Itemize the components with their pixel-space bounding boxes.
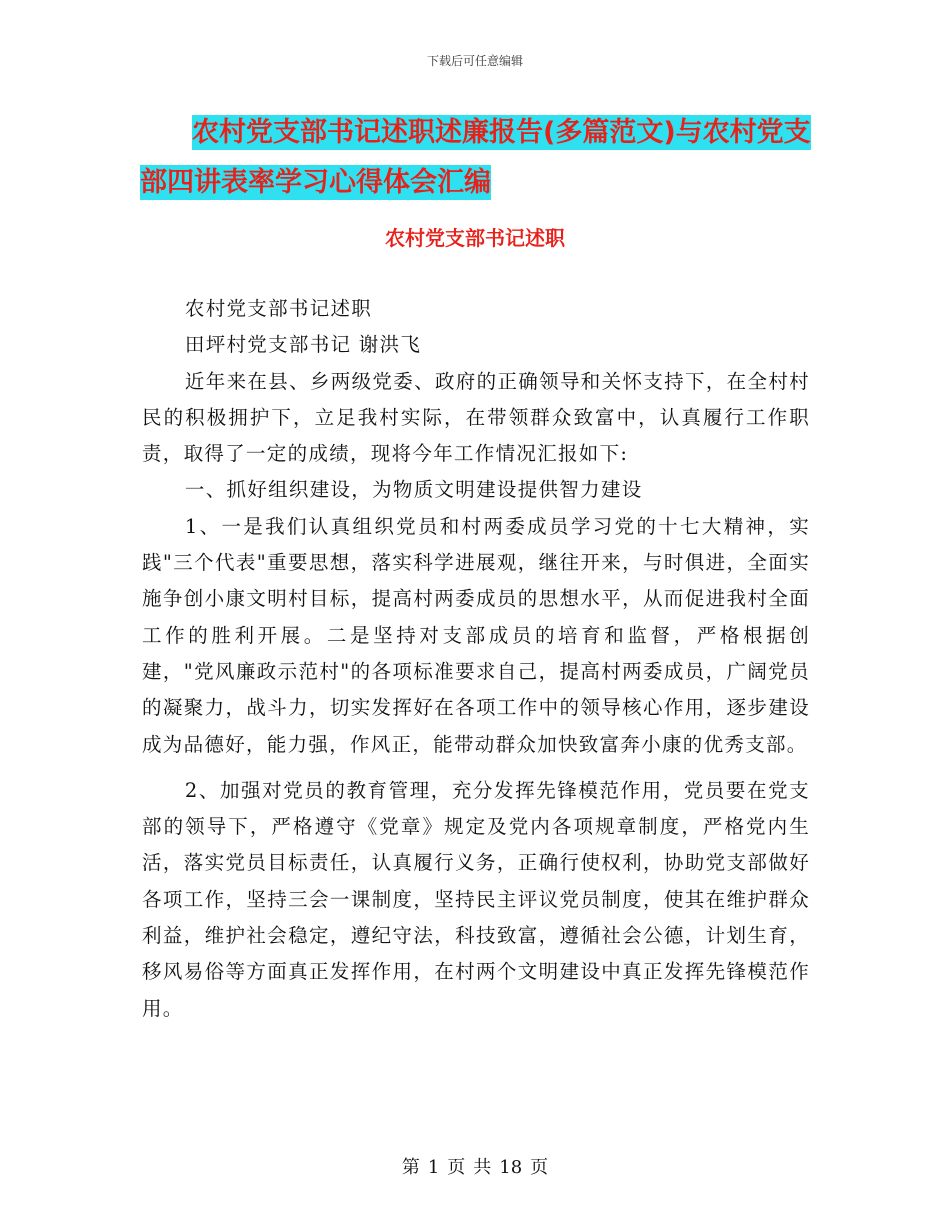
- footer-label-total: 共: [473, 1157, 492, 1178]
- paragraph: 一、抓好组织建设，为物质文明建设提供智力建设: [184, 478, 643, 502]
- footer-label-pages: 页: [530, 1157, 549, 1178]
- title-line-1-text: 农村党支部书记述职述廉报告(多篇范文)与农村党支: [192, 117, 811, 148]
- paragraph: 2、加强对党员的教育管理，充分发挥先锋模范作用，党员要在党支部的领导下，严格遵守《党章》规定及党内各项规章制度，严格党内生活，落实党员目标责任，认真履行义务，正确行使权利，协助党支部做好各项工作，坚持三会一课制度，坚持民主评议党员制度，使其在维护群众利益，维护社会稳定，遵纪守法，科技致富，遵循社会公德，计划生育，移风易俗等方面真正发挥作用，在村两个文明建设中真正发挥先锋模范作用。: [142, 778, 810, 1020]
- footer-label-of: 页: [447, 1157, 466, 1178]
- section-heading: 农村党支部书记述职: [385, 226, 565, 250]
- paragraph: 田坪村党支部书记 谢洪飞: [184, 333, 422, 357]
- document-title: [140, 108, 820, 208]
- footer-label-page: 第: [401, 1157, 420, 1178]
- title-line-2-text: 部四讲表率学习心得体会汇编: [140, 167, 491, 198]
- footer-page-number: 1: [427, 1157, 440, 1178]
- document-body: [142, 291, 810, 1027]
- page-header-note: 下载后可任意编辑: [426, 54, 523, 68]
- footer-total-pages: 18: [499, 1157, 523, 1178]
- title-line-2: [140, 158, 820, 208]
- paragraph: 农村党支部书记述职: [184, 297, 373, 320]
- paragraph: 1、一是我们认真组织党员和村两委成员学习党的十七大精神，实践"三个代表"重要思想，落实科学进展观，继往开来，与时俱进，全面实施争创小康文明村目标，提高村两委成员的思想水平，从而促进我村全面工作的胜利开展。二是坚持对支部成员的培育和监督，严格根据创建，"党风廉政示范村"的各项标准要求自己，提高村两委成员，广阔党员的凝聚力，战斗力，切实发挥好在各项工作中的领导核心作用，逐步建设成为品德好，能力强，作风正，能带动群众加快致富奔小康的优秀支部。: [142, 514, 810, 756]
- paragraph: 近年来在县、乡两级党委、政府的正确领导和关怀支持下，在全村村民的积极拥护下，立足我村实际，在带领群众致富中，认真履行工作职责，取得了一定的成绩，现将今年工作情况汇报如下:: [142, 369, 810, 466]
- page-footer: [0, 1153, 950, 1179]
- title-line-1: [140, 108, 820, 158]
